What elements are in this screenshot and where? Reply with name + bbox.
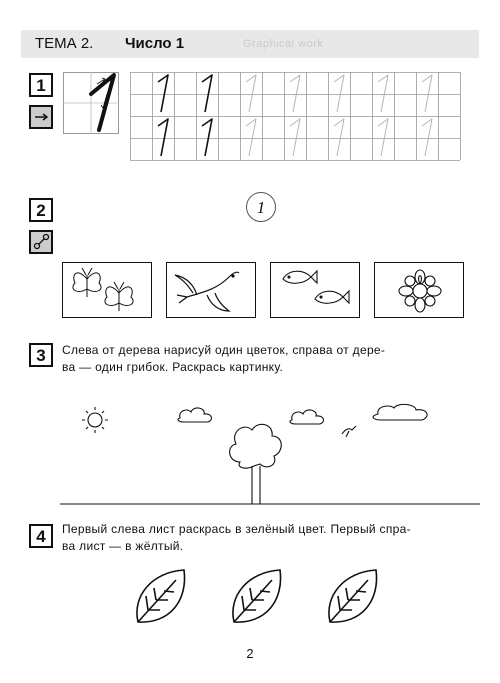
task-3-number: 3 (29, 343, 53, 367)
connect-lines-icon (31, 232, 51, 252)
task-4-text: Первый слева лист раскрась в зелёный цвет. Первый спра- ва лист — в жёлтый. (62, 522, 411, 553)
digit-stroke (378, 75, 388, 112)
digit-stroke (158, 119, 168, 156)
digit-stroke (202, 75, 212, 112)
flower-icon (375, 263, 465, 319)
digit-stroke (202, 119, 212, 156)
task-3-text: Слева от дерева нарисуй один цветок, справа от дере- ва — один грибок. Раскрась картинку. (62, 343, 386, 374)
leaf-2[interactable] (226, 566, 286, 630)
digit-stroke (334, 75, 344, 112)
butterfly-icon (63, 263, 153, 319)
tree-scene[interactable] (60, 400, 480, 510)
digit-stroke (422, 119, 432, 156)
task-2-connect-button[interactable] (29, 230, 53, 254)
task-2-number: 2 (29, 198, 53, 222)
digit-circle (245, 191, 277, 223)
copybook-grid[interactable] (130, 72, 462, 160)
topic-header (21, 30, 479, 58)
digit-stroke (290, 75, 300, 112)
digit-sample-box (63, 72, 119, 134)
digit-stroke (246, 75, 256, 112)
digit-stroke (334, 119, 344, 156)
ghost-text: Graphical work (243, 38, 324, 50)
digit-stroke (290, 119, 300, 156)
card-two-fish[interactable] (270, 262, 360, 318)
digit-stroke (378, 119, 388, 156)
digit-stroke (246, 119, 256, 156)
leaf-3[interactable] (322, 566, 382, 630)
topic-title: Число 1 (125, 35, 185, 52)
digit-stroke (422, 75, 432, 112)
page-number: 2 (246, 646, 254, 661)
leaf-1[interactable] (130, 566, 190, 630)
task-4-number: 4 (29, 524, 53, 548)
task-1-arrow-button[interactable] (29, 105, 53, 129)
arrow-right-icon (31, 107, 51, 127)
topic-label: ТЕМА 2. (35, 35, 94, 52)
fish-icon (271, 263, 361, 319)
digit-circle-label: 1 (256, 198, 266, 217)
card-bird[interactable] (166, 262, 256, 318)
digit-stroke (158, 75, 168, 112)
task-1-number: 1 (29, 73, 53, 97)
card-two-butterflies[interactable] (62, 262, 152, 318)
card-flower[interactable] (374, 262, 464, 318)
bird-icon (167, 263, 257, 319)
